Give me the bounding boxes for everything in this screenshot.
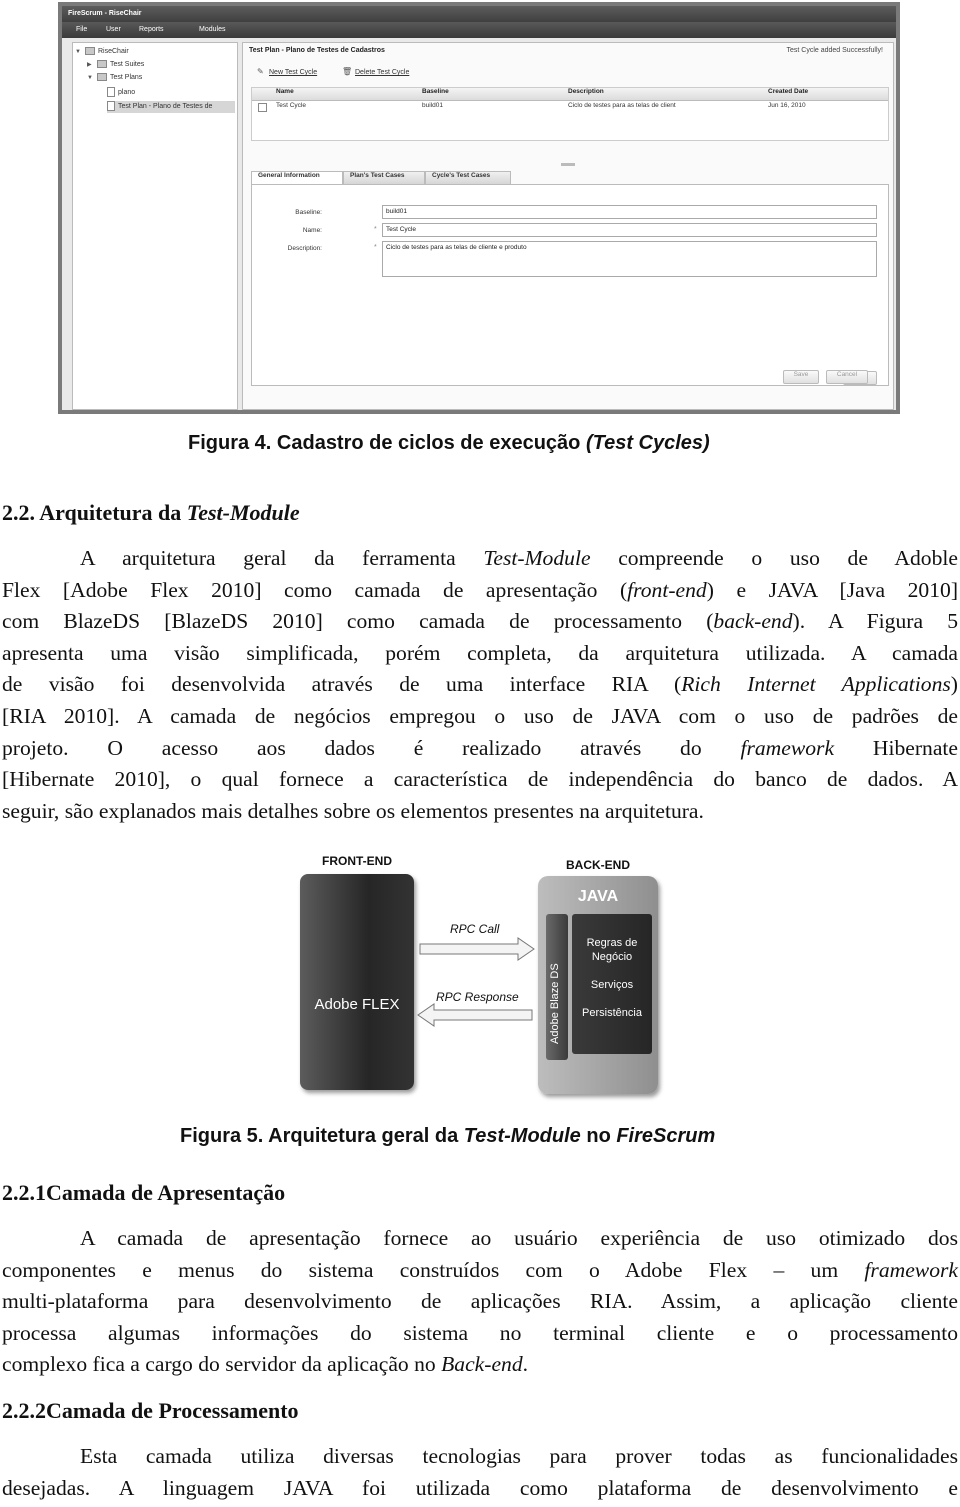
text-line: Esta camada utiliza diversas tecnologias para prover todas as funcionalidades (80, 1444, 958, 1468)
trash-icon: 🗑 (342, 67, 353, 76)
servicos-label: Serviços (590, 979, 634, 991)
delete-test-cycle-link[interactable]: Delete Test Cycle (355, 69, 410, 76)
column-description[interactable]: Description (568, 88, 604, 95)
figure-5-diagram (296, 850, 666, 1100)
project-tree (72, 42, 238, 410)
tree-item-plano[interactable] (107, 87, 135, 99)
back-end-label: BACK-END (566, 858, 630, 872)
negocio-label: Negócio (591, 951, 633, 963)
name-label: Name: (302, 227, 322, 234)
app-title: FireScrum - RiseChair (62, 6, 896, 22)
app-window (62, 6, 896, 410)
paragraph-processing-layer (2, 1441, 958, 1504)
save-button[interactable]: Save (783, 370, 819, 384)
figure-4-caption: Figura 4. Cadastro de ciclos de execução (Test Cycles) (188, 432, 710, 454)
baseline-label: Baseline: (295, 209, 322, 216)
row-checkbox[interactable] (258, 103, 267, 112)
menu-modules[interactable]: Modules (199, 26, 226, 33)
menu-file[interactable]: File (76, 26, 88, 33)
tree-item-label: Test Plans (110, 74, 143, 81)
required-marker: * (374, 244, 377, 251)
text-line: [RIA 2010]. A camada de negócios empregou o uso de JAVA com o uso de padrões de (2, 703, 958, 728)
tree-item-test-suites[interactable] (87, 59, 144, 71)
front-end-label: FRONT-END (322, 854, 392, 868)
tab-cycles-test-cases[interactable]: Cycle's Test Cases (425, 171, 511, 185)
resize-handle[interactable] (561, 163, 575, 166)
text-line: [Hibernate 2010], o qual fornece a característica de independência do banco de dados. A (2, 767, 958, 792)
menu-reports[interactable]: Reports (139, 26, 164, 33)
text-line: seguir, são explanados mais detalhes sobre os elementos presentes na arquitetura. (2, 798, 704, 823)
text-line: multi-plataforma para desenvolvimento de aplicações RIA. Assim, a aplicação cliente (2, 1289, 958, 1314)
text-line: Flex [Adobe Flex 2010] como camada de apresentação (front-end) e JAVA [Java 2010] (2, 577, 959, 602)
file-icon (107, 101, 115, 111)
text-line: processa algumas informações do sistema no terminal cliente e o processamento (2, 1320, 958, 1345)
chevron-right-icon[interactable]: ▶ (87, 62, 92, 68)
grid-header (252, 88, 888, 101)
figure-5-caption: Figura 5. Arquitetura geral da Test-Module no FireScrum (180, 1125, 716, 1147)
required-marker: * (374, 226, 377, 233)
chevron-down-icon[interactable]: ▼ (75, 49, 81, 55)
tree-item-test-plan-selected[interactable] (107, 101, 235, 113)
cell-description[interactable]: Ciclo de testes para as telas de client (568, 102, 676, 109)
figure-4-screenshot (58, 2, 900, 414)
cell-name[interactable]: Test Cycle (276, 102, 306, 109)
tree-item-risechair[interactable] (75, 46, 129, 58)
text-line: A camada de apresentação fornece ao usuário experiência de uso otimizado dos (80, 1226, 958, 1250)
column-baseline[interactable]: Baseline (422, 88, 449, 95)
text-line: desejadas. A linguagem JAVA foi utilizada como plataforma de desenvolvimento e (2, 1475, 958, 1500)
paragraph-architecture (2, 543, 958, 827)
rpc-call-arrow (418, 936, 538, 962)
text-line: apresenta uma visão simplificada, porém completa, da arquitetura utilizada. A camada (2, 640, 958, 665)
pencil-icon: ✎ (257, 67, 264, 76)
section-heading-2-2-1: 2.2.1Camada de Apresentação (2, 1180, 286, 1205)
folder-icon (85, 47, 95, 55)
cell-created-date[interactable]: Jun 16, 2010 (768, 102, 806, 109)
folder-icon (97, 73, 107, 81)
tree-item-label: Test Suites (110, 61, 145, 68)
java-layers (572, 914, 652, 1054)
general-information-form (251, 184, 889, 386)
tab-plans-test-cases[interactable]: Plan's Test Cases (343, 171, 425, 185)
test-plan-panel (242, 42, 894, 410)
text-line: de visão foi desenvolvida através de uma interface RIA (Rich Internet Applications) (2, 672, 958, 697)
persistencia-label: Persistência (582, 1007, 642, 1019)
text-line: projeto. O acesso aos dados é realizado através do framework Hibernate (2, 735, 958, 760)
rpc-call-label: RPC Call (450, 922, 500, 936)
menu-user[interactable]: User (106, 26, 121, 33)
text-line: A arquitetura geral da ferramenta Test-Module compreende o uso de Adoble (80, 546, 958, 570)
file-icon (107, 87, 115, 97)
regras-label: Regras de (586, 937, 638, 949)
adobe-flex-box (300, 874, 414, 1090)
description-field[interactable]: Ciclo de testes para as telas de cliente e produto (382, 241, 877, 277)
cancel-button[interactable]: Cancel (826, 370, 868, 384)
column-created-date[interactable]: Created Date (768, 88, 809, 95)
back-end-box (538, 876, 658, 1094)
paragraph-presentation-layer (2, 1223, 958, 1381)
name-field[interactable]: Test Cycle (382, 223, 877, 237)
status-message: Test Cycle added Successfully! (786, 47, 883, 54)
chevron-down-icon[interactable]: ▼ (87, 75, 93, 81)
rpc-response-label: RPC Response (436, 990, 519, 1004)
panel-title: Test Plan - Plano de Testes de Cadastros (249, 47, 385, 54)
text-line: com BlazeDS [BlazeDS 2010] como camada de processamento (back-end). A Figura 5 (2, 609, 959, 634)
tree-item-label: plano (118, 89, 136, 96)
column-name[interactable]: Name (276, 88, 294, 95)
text-line: complexo fica a cargo do servidor da aplicação no Back-end. (2, 1352, 529, 1377)
cell-baseline[interactable]: build01 (422, 102, 443, 109)
rpc-response-arrow (416, 1002, 536, 1028)
description-label: Description: (287, 245, 322, 252)
test-cycles-grid (251, 87, 889, 141)
java-label: JAVA (577, 888, 619, 905)
tree-item-label: Test Plan - Plano de Testes de (118, 103, 213, 110)
tab-general-information[interactable]: General Information (251, 171, 343, 185)
adobe-flex-label: Adobe FLEX (314, 996, 400, 1013)
new-test-cycle-link[interactable]: New Test Cycle (269, 69, 318, 76)
tree-item-test-plans[interactable] (87, 72, 142, 84)
folder-icon (97, 60, 107, 68)
section-heading-2-2-2: 2.2.2Camada de Processamento (2, 1398, 299, 1423)
text-line: componentes e menus do sistema construídos com o Adobe Flex – um framework (2, 1257, 958, 1282)
menu-bar (62, 22, 896, 38)
baseline-field[interactable]: build01 (382, 205, 877, 219)
blaze-ds-label: Adobe Blaze DS (549, 963, 561, 1044)
tree-item-label: RiseChair (98, 48, 129, 55)
section-heading-2-2: 2.2. Arquitetura da Test-Module (2, 500, 300, 525)
